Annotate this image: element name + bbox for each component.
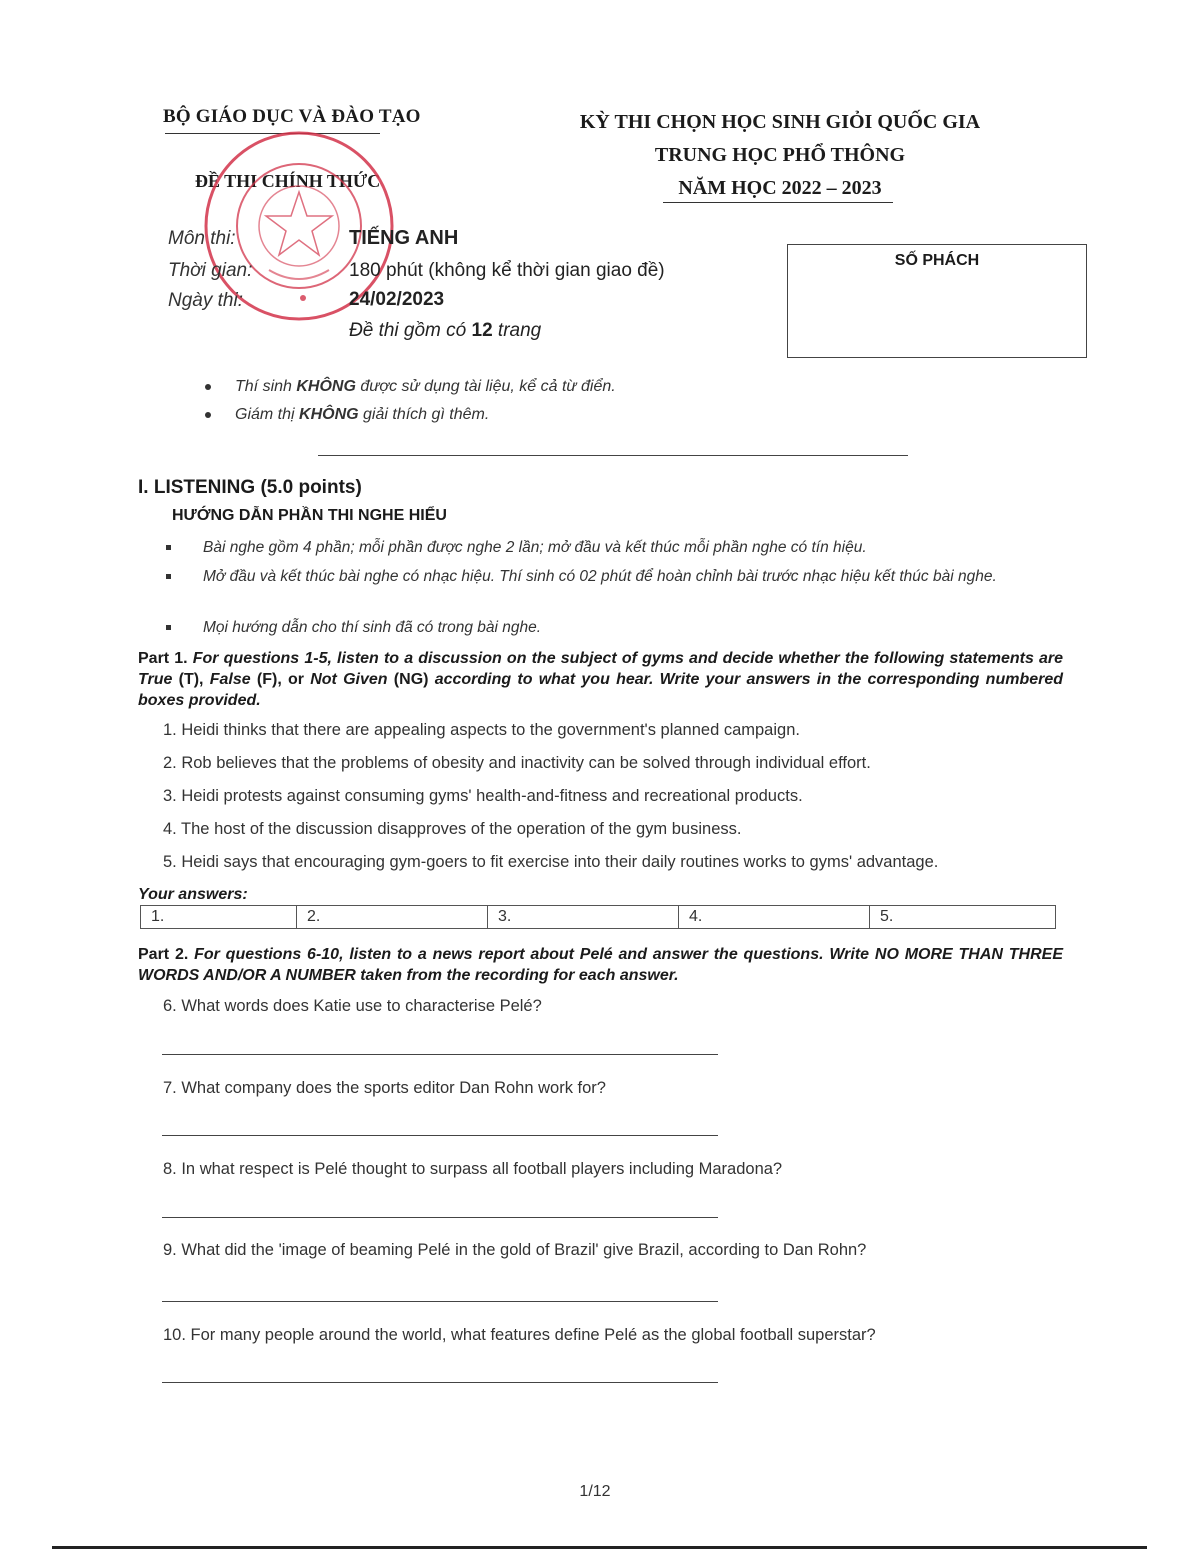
part1-label: Part 1.: [138, 650, 188, 667]
answer-line[interactable]: [162, 1054, 718, 1055]
part1-option-false: False: [209, 671, 251, 688]
rule-text-post: được sử dụng tài liệu, kể cả từ điển.: [355, 378, 616, 395]
part1-option-false-code: (F), or: [250, 671, 311, 688]
official-exam-label: ĐỀ THI CHÍNH THỨC: [195, 171, 381, 191]
question-item: 2. Rob believes that the problems of obesity and inactivity can be solved through individual effort.: [163, 754, 871, 772]
part1-text: For questions 1-5, listen to a discussion on the subject of gyms and decide whether the following statements are: [187, 650, 1064, 667]
instruction-text: Mở đầu và kết thúc bài nghe có nhạc hiệu. Thí sinh có 02 phút để hoàn chỉnh bài trước nhạc hiệu kết thúc bài nghe.: [203, 568, 997, 585]
section-subtitle: HƯỚNG DẪN PHẦN THI NGHE HIỂU: [172, 507, 447, 524]
page-number: 1/12: [579, 1483, 611, 1500]
table-row: [141, 906, 1056, 929]
question-item: 8. In what respect is Pelé thought to surpass all football players including Maradona?: [163, 1160, 783, 1178]
date-value: 24/02/2023: [349, 289, 445, 310]
page-count-number: 12: [471, 320, 493, 341]
question-item: 3. Heidi protests against consuming gyms' health-and-fitness and recreational products.: [163, 787, 803, 805]
exam-title-line-3: NĂM HỌC 2022 – 2023: [678, 177, 882, 199]
rule-text-pre: Giám thị: [235, 406, 300, 423]
date-label: Ngày thi:: [168, 290, 243, 311]
question-item: 4. The host of the discussion disapproves of the operation of the gym business.: [163, 820, 742, 838]
rule-text-bold: KHÔNG: [296, 378, 356, 395]
exam-title-block: [540, 106, 1020, 205]
bullet-icon: [205, 384, 211, 390]
part1-option-true-code: (T),: [172, 671, 210, 688]
answer-cell-5[interactable]: 5.: [870, 906, 1056, 929]
instruction-item: [166, 617, 1066, 638]
subject-value: TIẾNG ANH: [349, 227, 459, 249]
answer-line[interactable]: [162, 1382, 718, 1383]
instruction-text: Bài nghe gồm 4 phần; mỗi phần được nghe 2 lần; mở đầu và kết thúc mỗi phần nghe có tín hiệu.: [203, 539, 867, 556]
rule-text-pre: Thí sinh: [235, 378, 297, 395]
subject-label: Môn thi:: [168, 228, 236, 249]
rules-separator: [318, 455, 908, 456]
part1-instructions: [138, 648, 1063, 711]
time-label: Thời gian:: [168, 260, 253, 281]
rule-item: [205, 378, 616, 396]
square-bullet-icon: [166, 625, 171, 630]
page-count-prefix: Đề thi gồm có: [349, 320, 472, 341]
question-item: 10. For many people around the world, what features define Pelé as the global football superstar?: [163, 1326, 876, 1344]
candidate-code-title: SỐ PHÁCH: [894, 252, 980, 269]
answer-cell-3[interactable]: 3.: [488, 906, 679, 929]
question-item: 5. Heidi says that encouraging gym-goers to fit exercise into their daily routines works to gyms' advantage.: [163, 853, 939, 871]
exam-title-underline: [663, 202, 893, 203]
scan-edge-line: [52, 1546, 1147, 1549]
part2-label: Part 2.: [138, 946, 189, 963]
exam-title-line-1: KỲ THI CHỌN HỌC SINH GIỎI QUỐC GIA: [579, 111, 981, 133]
section-title: I. LISTENING (5.0 points): [138, 477, 362, 498]
square-bullet-icon: [166, 574, 171, 579]
question-item: 7. What company does the sports editor Dan Rohn work for?: [163, 1079, 606, 1097]
rule-item: [205, 406, 616, 424]
instruction-text: Mọi hướng dẫn cho thí sinh đã có trong bài nghe.: [203, 619, 542, 636]
bullet-icon: [205, 412, 211, 418]
answer-line[interactable]: [162, 1301, 718, 1302]
question-item: 9. What did the 'image of beaming Pelé in the gold of Brazil' give Brazil, according to Dan Rohn?: [163, 1241, 867, 1259]
question-item: 1. Heidi thinks that there are appealing aspects to the government's planned campaign.: [163, 721, 800, 739]
instruction-item: [166, 537, 1066, 558]
part2-text: For questions 6-10, listen to a news report about Pelé and answer the questions. Write NO MORE THAN THREE WORDS AND/OR A NUMBER taken from the recording for each answer.: [138, 946, 1063, 984]
part1-option-true: True: [138, 671, 173, 688]
page-count-note: [349, 320, 541, 342]
page-count-suffix: trang: [492, 320, 542, 341]
rule-text-bold: KHÔNG: [299, 406, 359, 423]
part1-option-notgiven: Not Given: [310, 671, 388, 688]
time-value: 180 phút (không kể thời gian giao đề): [349, 260, 665, 281]
exam-rules: [205, 378, 616, 434]
answer-cell-2[interactable]: 2.: [297, 906, 488, 929]
part1-option-notgiven-code: (NG): [387, 671, 435, 688]
answers-label: Your answers:: [138, 886, 248, 903]
answer-line[interactable]: [162, 1135, 718, 1136]
answer-line[interactable]: [162, 1217, 718, 1218]
answer-table: [140, 905, 1056, 929]
exam-title-line-2: TRUNG HỌC PHỔ THÔNG: [654, 144, 906, 166]
part1-text-end: according to what you hear. Write your answers in the corresponding numbered boxes provided.: [138, 671, 1064, 709]
part2-instructions: [138, 944, 1063, 986]
answer-cell-4[interactable]: 4.: [679, 906, 870, 929]
answer-cell-1[interactable]: 1.: [141, 906, 297, 929]
ministry-name: BỘ GIÁO DỤC VÀ ĐÀO TẠO: [163, 106, 421, 127]
instruction-item: [166, 566, 1066, 587]
rule-text-post: giải thích gì thêm.: [358, 406, 490, 423]
question-item: 6. What words does Katie use to characterise Pelé?: [163, 997, 542, 1015]
square-bullet-icon: [166, 545, 171, 550]
